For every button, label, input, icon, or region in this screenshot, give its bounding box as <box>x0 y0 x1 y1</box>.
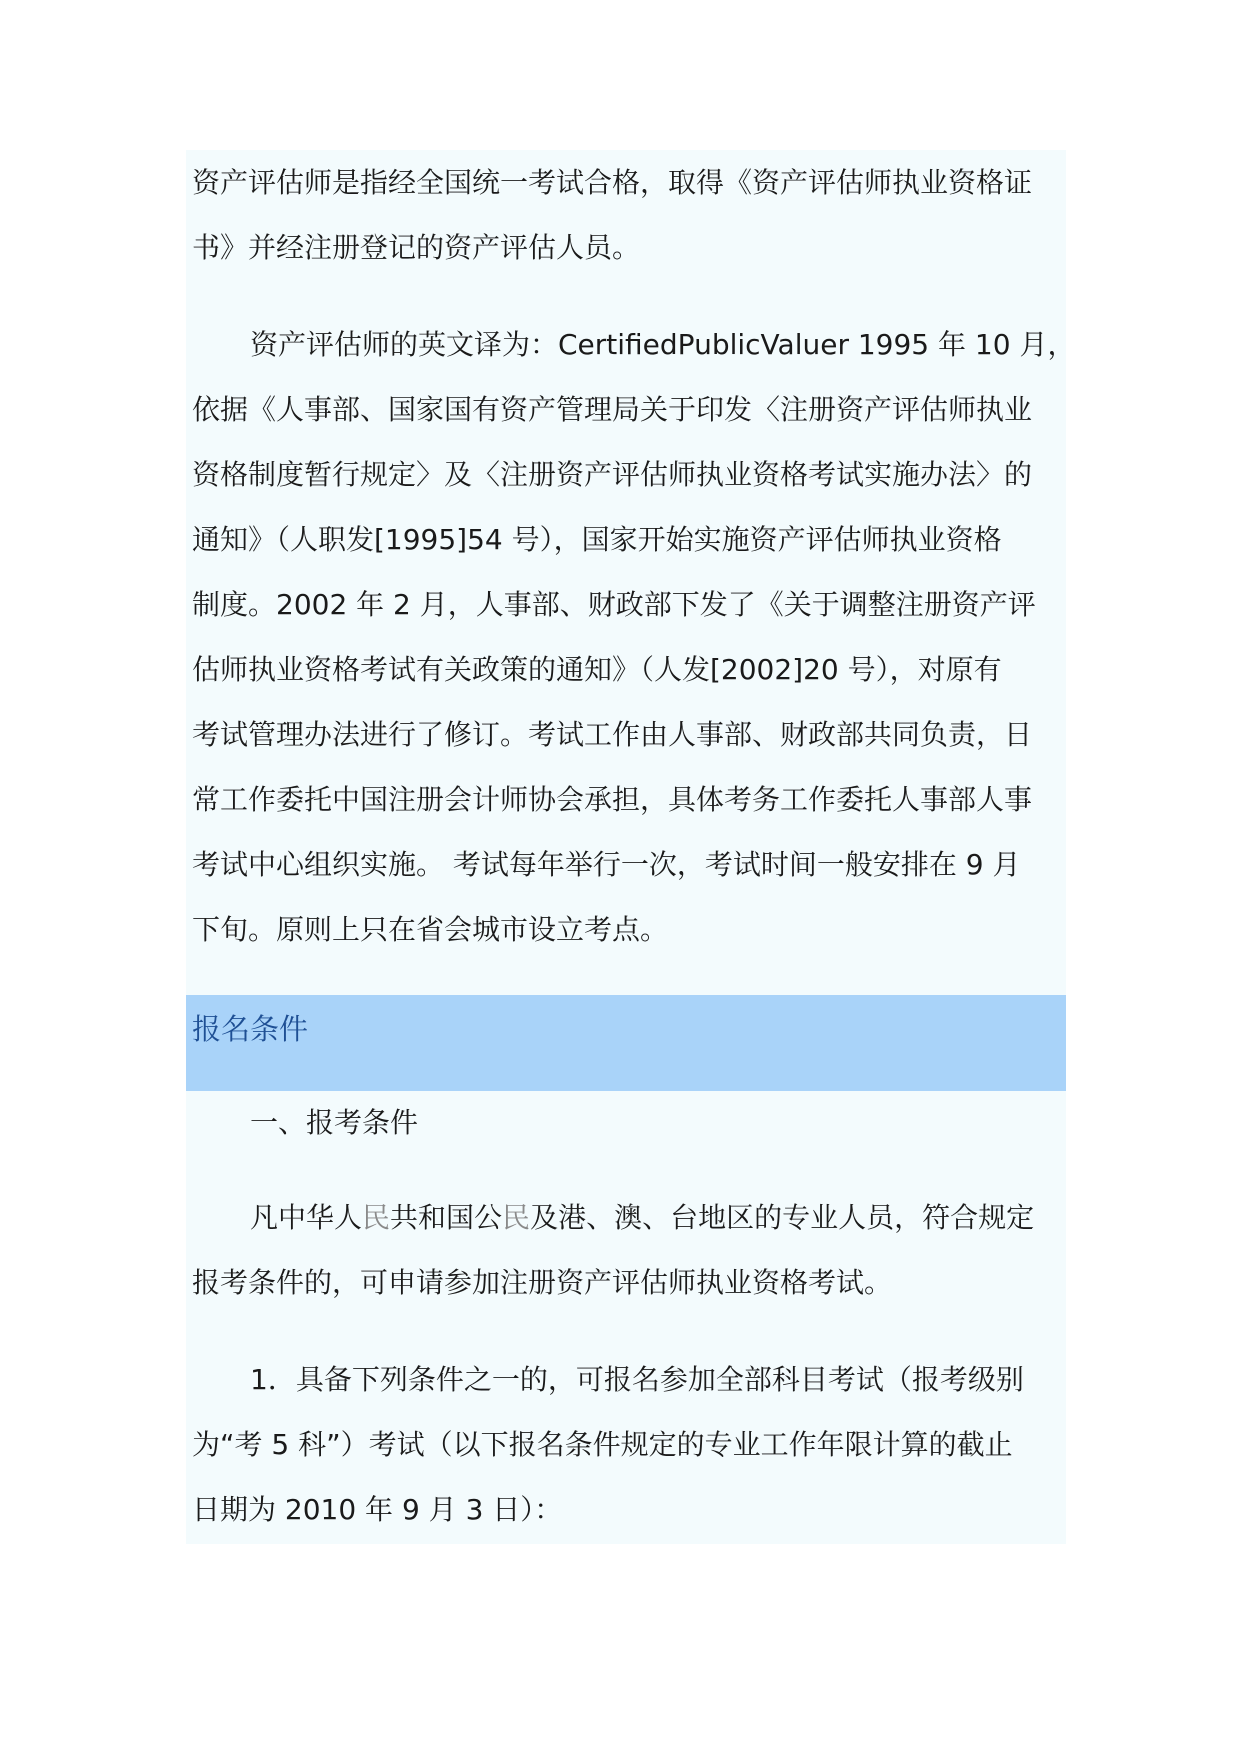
history-line-5: 制度。2002 年 2 月，人事部、财政部下发了《关于调整注册资产评 <box>192 588 1036 621</box>
history-line-6: 估师执业资格考试有关政策的通知》（人发[2002]20 号），对原有 <box>192 653 1002 686</box>
condition-paragraph <box>192 1347 1062 1542</box>
condition-line-1: 1．具备下列条件之一的，可报名参加全部科目考试（报考级别 <box>250 1363 1024 1396</box>
intro-paragraph <box>192 150 1062 280</box>
history-line-1: 资产评估师的英文译为：CertifiedPublicValuer 1995 年 10 月， <box>250 328 1076 361</box>
intro-line-1: 资产评估师是指经全国统一考试合格，取得《资产评估师执业资格证 <box>192 166 1033 199</box>
eligibility-text-a: 凡中华人 <box>250 1201 363 1234</box>
condition-line-3: 日期为 2010 年 9 月 3 日）： <box>192 1493 563 1526</box>
eligibility-text-d: 民 <box>502 1201 531 1234</box>
document-content <box>186 150 1076 1544</box>
section-heading: 报名条件 <box>192 1012 309 1046</box>
history-line-2: 依据《人事部、国家国有资产管理局关于印发〈注册资产评估师执业 <box>192 393 1033 426</box>
history-line-10: 下旬。原则上只在省会城市设立考点。 <box>192 913 669 946</box>
eligibility-text-c: 共和国公 <box>390 1201 503 1234</box>
history-line-8: 常工作委托中国注册会计师协会承担，具体考务工作委托人事部人事 <box>192 783 1033 816</box>
history-line-9: 考试中心组织实施。 考试每年举行一次，考试时间一般安排在 9 月 <box>192 848 1021 881</box>
eligibility-paragraph <box>192 1185 1062 1315</box>
subheading-paragraph <box>192 1090 1062 1155</box>
eligibility-text-b: 民 <box>362 1201 391 1234</box>
history-line-4: 通知》（人职发[1995]54 号），国家开始实施资产评估师执业资格 <box>192 523 1002 556</box>
intro-line-2: 书》并经注册登记的资产评估人员。 <box>192 231 641 264</box>
subheading: 一、报考条件 <box>250 1106 419 1139</box>
history-line-3: 资格制度暂行规定〉及〈注册资产评估师执业资格考试实施办法〉的 <box>192 458 1033 491</box>
section-heading-bar <box>186 995 1066 1091</box>
history-line-7: 考试管理办法进行了修订。考试工作由人事部、财政部共同负责，日 <box>192 718 1033 751</box>
eligibility-line-2: 报考条件的，可申请参加注册资产评估师执业资格考试。 <box>192 1266 893 1299</box>
eligibility-text-e: 及港、澳、台地区的专业人员，符合规定 <box>530 1201 1035 1234</box>
history-paragraph <box>192 312 1076 962</box>
eligibility-line-1 <box>192 1185 1062 1250</box>
condition-line-2: 为“考 5 科”）考试（以下报名条件规定的专业工作年限计算的截止 <box>192 1428 1013 1461</box>
